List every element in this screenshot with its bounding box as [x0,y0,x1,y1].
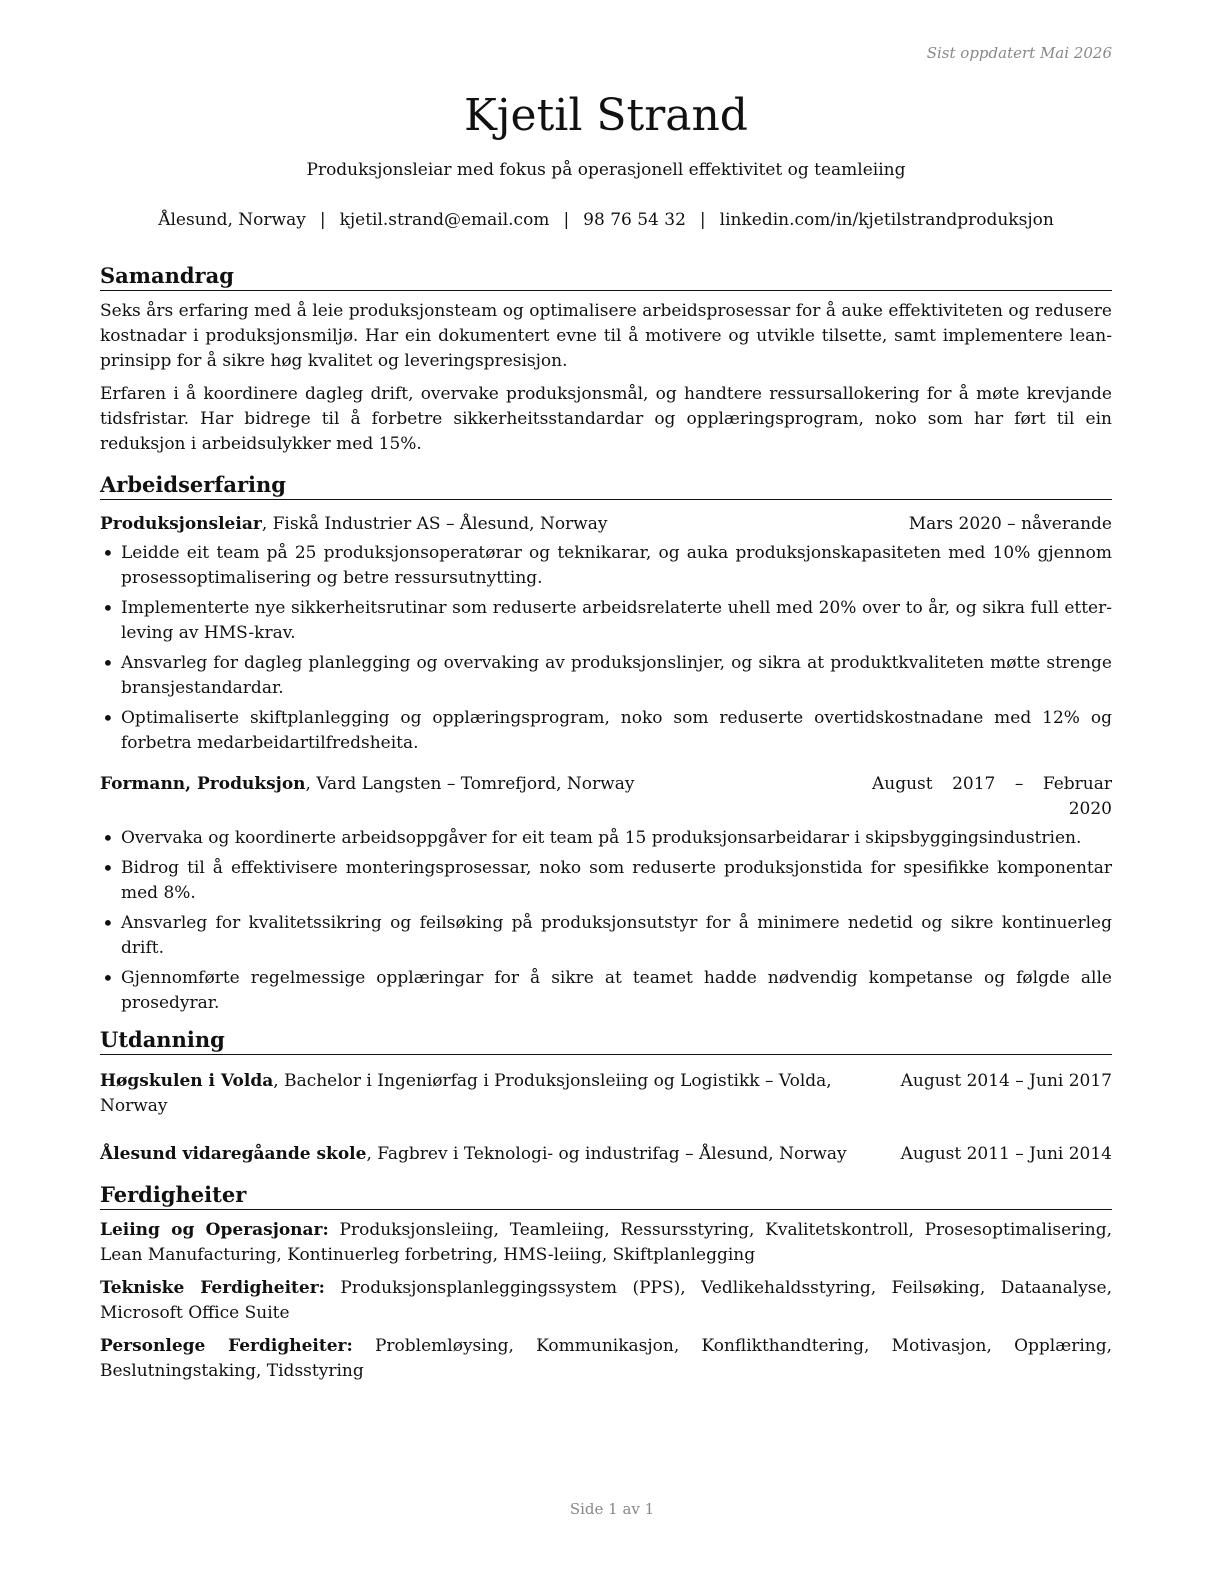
education-title-line [100,1069,901,1119]
skill-category: Personlege Ferdigheiter: [100,1336,353,1356]
section-title-skills: Ferdigheiter [100,1181,1112,1210]
job-employer: , Fiskå Industrier AS – Ålesund, Norway [261,514,608,534]
contact-location: Ålesund, Norway [158,210,306,230]
education-detail: , Fagbrev i Teknologi- og industrifag – Ålesund, Norway [366,1144,847,1164]
summary-paragraph: Seks års erfaring med å leie produksjonsteam og optimalisere arbeidsprosessar for å auke effektiviteten og redusere kostnadar i produksjonsmiljø. Har ein dokumentert evne til å motivere og utvikle tilsette, samt implementere lean-prinsipp for å sikre høg kvalitet og leveringspresisjon. [100,301,1112,371]
list-item: • Overvaka og koordinerte arbeidsoppgåver for eit team på 15 produksjonsarbeidarar i skipsbyggingsindustrien. [100,826,1112,851]
skill-group [100,1276,1112,1326]
section-title-education: Utdanning [100,1026,1112,1055]
list-item: • Gjennomførte regelmessige opplæringar for å sikre at teamet hadde nødvendig kompetanse og følgde alle prosedyrar. [100,966,1112,1016]
skill-category: Leiing og Operasjonar: [100,1220,329,1240]
list-item: • Implementerte nye sikkerheitsrutinar som reduserte arbeidsrelaterte uhell med 20% over to år, og sikra full etterleving av HMS-krav. [100,596,1112,646]
separator: | [319,210,326,230]
tagline: Produksjonsleiar med fokus på operasjonell effektivitet og teamleiing [306,160,906,180]
summary-paragraph: Erfaren i å koordinere dagleg drift, overvake produksjonsmål, og handtere ressursallokering for å møte krevjande tidsfristar. Har bidrege til å forbetre sikkerheitsstandardar og opplæringsprogram, noko som har ført til ein reduksjon i arbeidsulykker med 15%. [100,384,1112,454]
resume-page [100,40,1112,1384]
list-item: • Bidrog til å effektivisere monteringsprosessar, noko som reduserte produksjonstida for spesifikke komponentar med 8%. [100,856,1112,906]
job-title-line [100,512,607,537]
job-bullets [100,541,1112,756]
job-header [100,512,1112,537]
job-dates: Mars 2020 – nåverande [908,514,1112,534]
candidate-name: Kjetil Strand [464,90,748,141]
education-detail: , Bachelor i Ingeniørfag i Produksjonsleiing og Logistikk – Volda, Norway [100,1071,832,1116]
job-header [100,772,1112,822]
contact-phone: 98 76 54 32 [583,210,686,230]
job-title-line [100,772,634,822]
job-dates: August 2017 – Februar 2020 [872,774,1112,819]
contact-linkedin[interactable]: linkedin.com/in/kjetilstrandproduksjon [719,210,1054,230]
contact-line [100,208,1112,232]
list-item: • Optimaliserte skiftplanlegging og opplæringsprogram, noko som reduserte overtidskostnadane med 12% og forbetra medarbeidartilfredsheita. [100,706,1112,756]
job-role: Produksjonsleiar [100,514,262,534]
contact-email[interactable]: kjetil.strand@email.com [339,210,550,230]
separator: | [699,210,706,230]
list-item: • Leidde eit team på 25 produksjonsoperatørar og teknikarar, og auka produksjonskapasiteten med 10% gjennom prosessoptimalisering og betre ressursutnytting. [100,541,1112,591]
job-employer: , Vard Langsten – Tomrefjord, Norway [305,774,635,794]
skill-items: Produksjonsleiing, Teamleiing, Ressursstyring, Kvalitetskontroll, Prosesoptimalisering, Lean Manufacturing, Kontinuerleg forbetring, HMS-leiing, Skiftplanlegging [100,1220,1112,1265]
education-entry [100,1142,1112,1167]
education-school: Høgskulen i Volda [100,1071,274,1091]
education-title-line [100,1142,847,1167]
section-title-experience: Arbeidserfaring [100,471,1112,500]
skill-category: Tekniske Ferdigheiter: [100,1278,325,1298]
job-role: Formann, Produksjon [100,774,306,794]
education-school: Ålesund vidaregåande skole [100,1144,367,1164]
education-dates: August 2014 – Juni 2017 [900,1071,1112,1091]
page-number: Side 1 av 1 [569,1500,655,1518]
list-item: • Ansvarleg for kvalitetssikring og feilsøking på produksjonsutstyr for å minimere nedetid og sikre kontinuerleg drift. [100,911,1112,961]
section-title-summary: Samandrag [100,262,1112,291]
skill-group [100,1218,1112,1268]
job-bullets [100,826,1112,1016]
last-updated: Sist oppdatert Mai 2026 [926,44,1112,62]
skill-group [100,1334,1112,1384]
education-entry [100,1069,1112,1119]
separator: | [563,210,570,230]
skill-items: Problemløysing, Kommunikasjon, Konflikthandtering, Motivasjon, Opplæring, Beslutningstaking, Tidsstyring [100,1336,1112,1381]
education-dates: August 2011 – Juni 2014 [900,1144,1112,1164]
skill-items: Produksjonsplanleggingssystem (PPS), Vedlikehaldsstyring, Feilsøking, Dataanalyse, Microsoft Office Suite [100,1278,1112,1323]
list-item: • Ansvarleg for dagleg planlegging og overvaking av produksjonslinjer, og sikra at produktkvaliteten møtte strenge bransjestandardar. [100,651,1112,701]
